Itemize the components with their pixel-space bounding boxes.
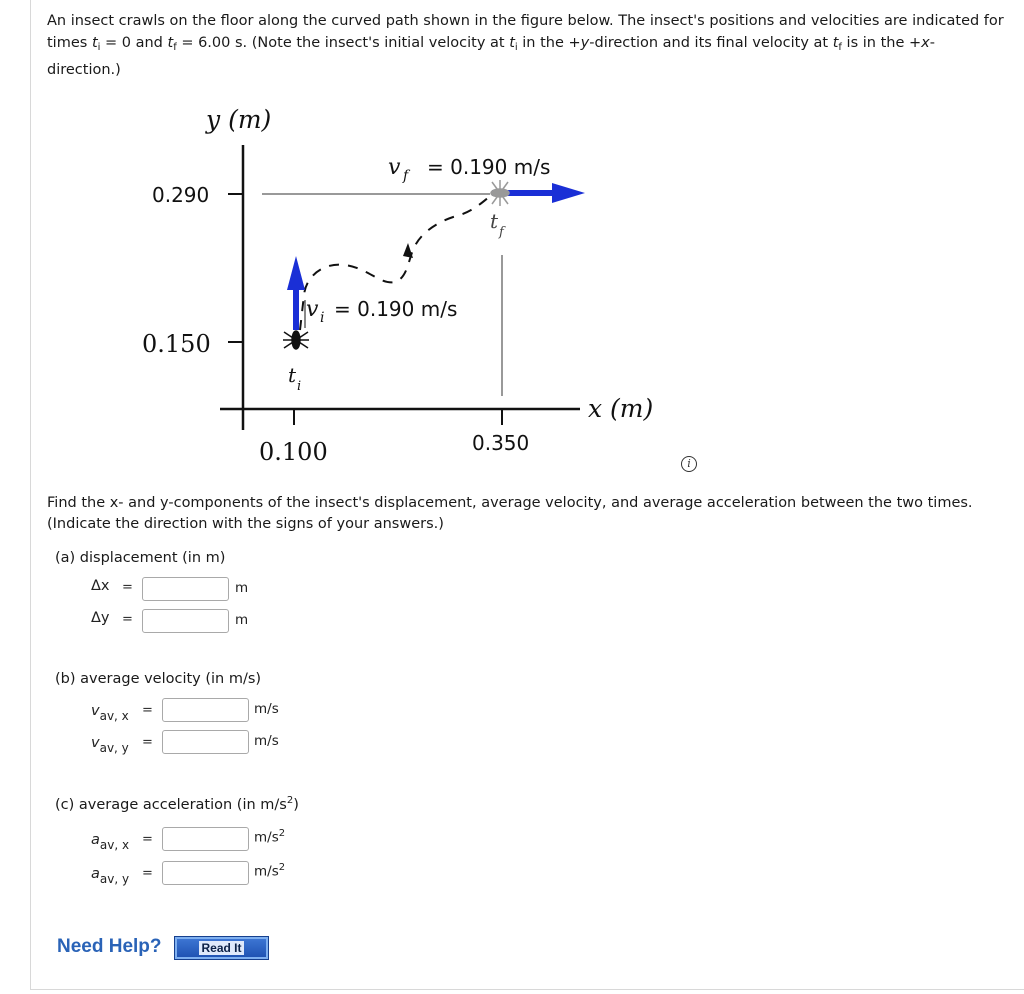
x-tick-label-right: 0.350 — [472, 431, 530, 455]
y-axis-label: y (m) — [206, 105, 272, 134]
dy-equals: = — [122, 612, 133, 627]
ay-label: $a_{av, y}$ — [91, 866, 130, 886]
vf-arrowhead — [552, 183, 585, 203]
dy-input[interactable] — [142, 609, 229, 633]
ti-label: t — [288, 363, 297, 387]
dy-label: Δy — [91, 610, 110, 626]
ay-unit: $m/s^2$ — [254, 862, 286, 880]
y-tick-label-mid: 0.150 — [142, 330, 211, 358]
ti-label-sub: i — [297, 379, 302, 394]
part-c-label: (c) average acceleration (in $m/s^2$) — [55, 795, 299, 813]
problem-statement: An insect crawls on the floor along the curved path shown in the figure below. The insect's positions and velocities are indicated for times $t_i = 0$ and $t_f = 6.00$ s. (Note the insect's initial velocity at $t_i$ in the +y-direction and its final velocity at $t_f$ is in the +x-direction.) — [47, 13, 1004, 78]
vx-input[interactable] — [162, 698, 249, 722]
ax-equals: = — [142, 832, 153, 847]
ax-unit: $m/s^2$ — [254, 828, 286, 846]
svg-text:x (m) — [588, 394, 653, 423]
part-b-label: (b) average velocity (in m/s) — [55, 671, 262, 687]
vy-label: $v_{av, y}$ — [91, 735, 129, 755]
insect-path-figure — [0, 0, 1024, 480]
ax-label: $a_{av, x}$ — [91, 832, 130, 852]
vi-subscript: i — [320, 310, 325, 326]
vf-subscript: f — [403, 168, 409, 184]
dx-unit: m — [235, 580, 249, 596]
dx-equals: = — [122, 580, 133, 595]
y-tick-label-top: 0.290 — [152, 183, 210, 207]
need-help-label: Need Help? — [57, 936, 162, 957]
dx-input[interactable] — [142, 577, 229, 601]
svg-text:y (m) — [205, 105, 271, 134]
tf-label: t — [490, 209, 499, 233]
x-tick-label-left: 0.100 — [259, 438, 328, 466]
tf-label-sub: f — [499, 225, 504, 240]
vi-value: = 0.190 m/s — [334, 297, 458, 321]
vf-symbol: v — [388, 155, 401, 180]
x-axis-label: x (m) — [588, 394, 654, 423]
vy-input[interactable] — [162, 730, 249, 754]
read-it-button[interactable]: Read It — [174, 936, 269, 960]
path-arrowhead — [403, 243, 413, 258]
vy-unit: m/s — [254, 733, 279, 749]
vy-equals: = — [142, 735, 153, 750]
insect-initial-icon — [283, 331, 309, 349]
ax-input[interactable] — [162, 827, 249, 851]
vx-equals: = — [142, 703, 153, 718]
dy-unit: m — [235, 612, 249, 628]
vx-unit: m/s — [254, 701, 279, 717]
dx-label: Δx — [91, 578, 110, 594]
info-icon[interactable]: i — [681, 456, 697, 472]
ay-input[interactable] — [162, 861, 249, 885]
ay-equals: = — [142, 866, 153, 881]
frame-border-bottom — [30, 989, 1024, 990]
insect-final-icon — [491, 180, 509, 206]
vi-symbol: v — [306, 297, 319, 322]
question-text: Find the x- and y-components of the insect's displacement, average velocity, and average acceleration between the two times. (Indicate the direction with the signs of your answers.) — [47, 495, 973, 532]
vi-arrowhead — [287, 256, 305, 290]
vf-value: = 0.190 m/s — [427, 155, 551, 179]
vx-label: $v_{av, x}$ — [91, 703, 129, 723]
part-a-label: (a) displacement (in m) — [55, 550, 226, 566]
